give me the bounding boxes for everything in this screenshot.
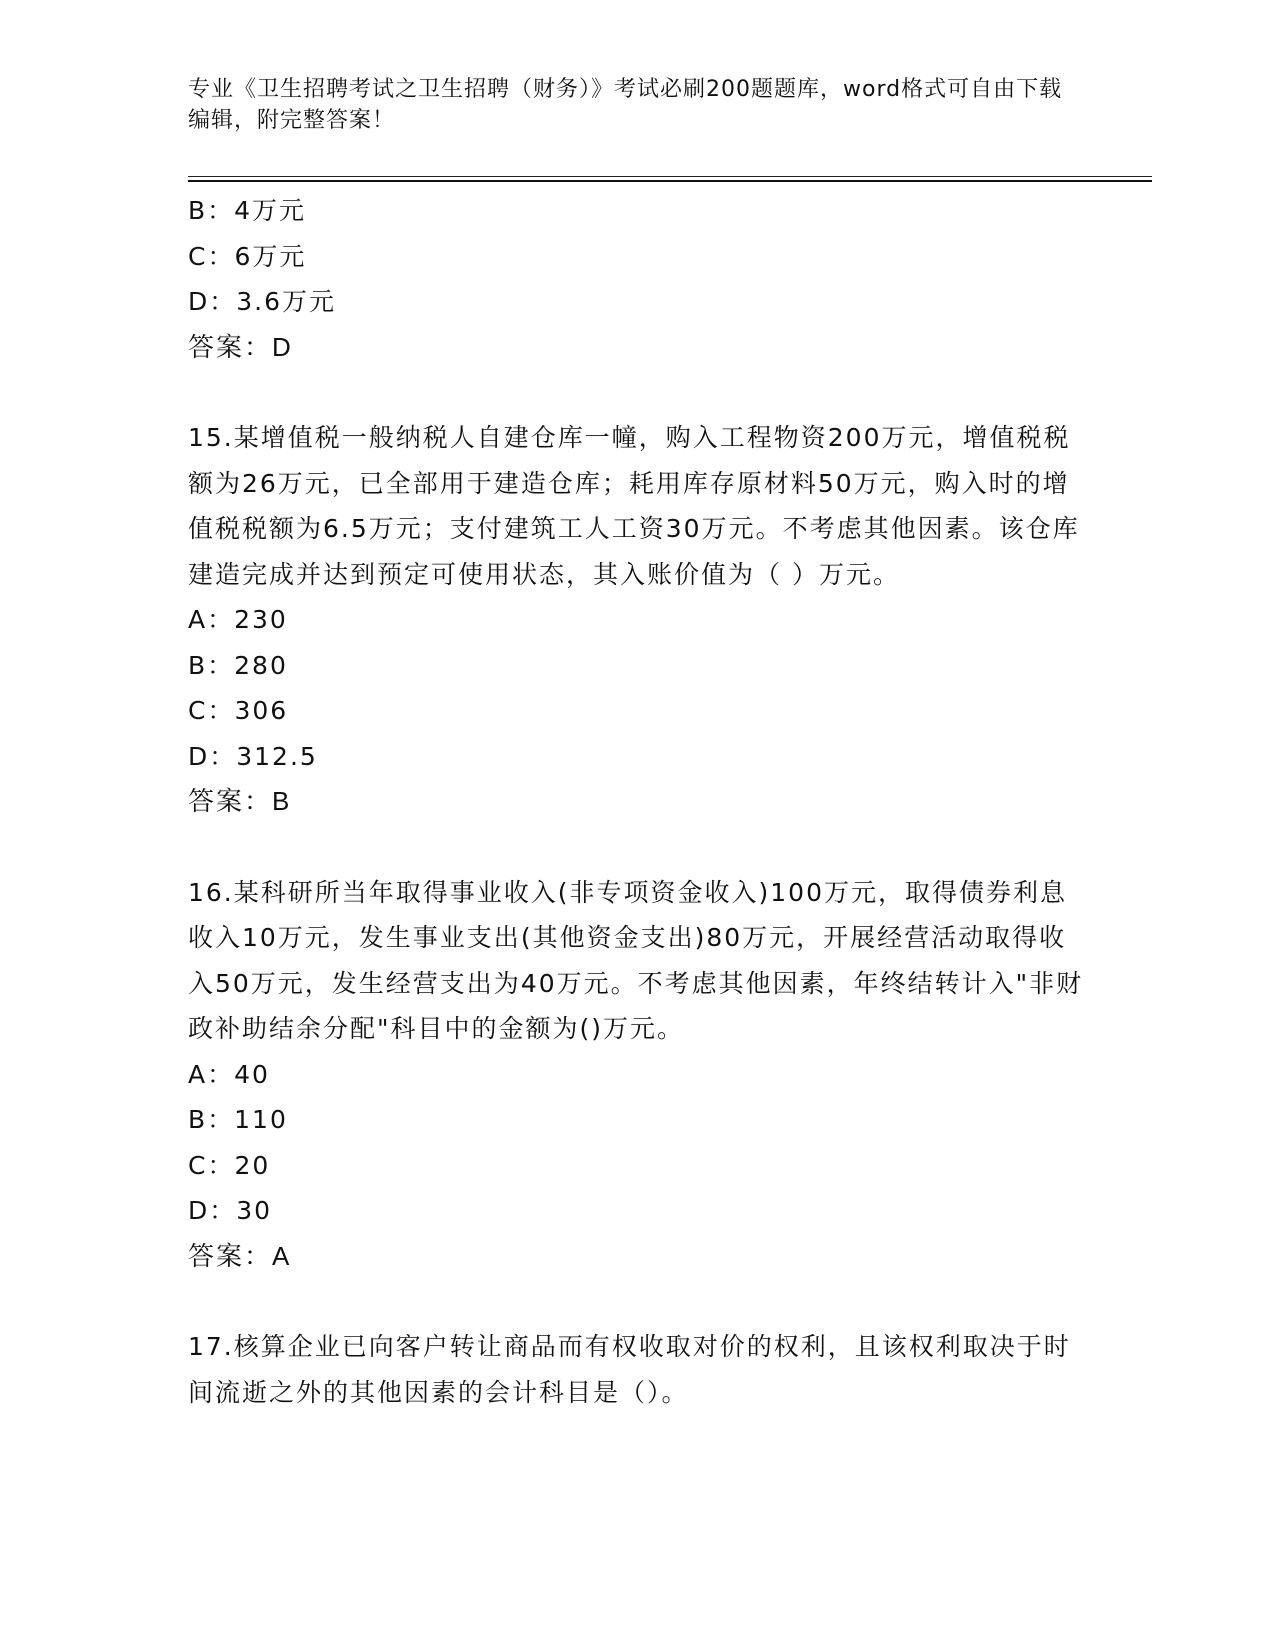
question-16 — [188, 870, 1088, 1280]
question-17 — [188, 1324, 1088, 1415]
spacer — [188, 370, 1088, 415]
question-stem: 15.某增值税一般纳税人自建仓库一幢，购入工程物资200万元，增值税税额为26万元，已全部用于建造仓库；耗用库存原材料50万元，购入时的增值税税额为6.5万元；支付建筑工人工资30万元。不考虑其他因素。该仓库建造完成并达到预定可使用状态，其入账价值为（ ）万元。 — [188, 423, 1080, 589]
header-rule-thin — [188, 176, 1152, 177]
option-a: A：230 — [188, 605, 288, 634]
option-d: D：312.5 — [188, 741, 318, 771]
previous-question-tail — [188, 188, 1088, 370]
answer: 答案：B — [188, 786, 292, 816]
header-rule-thick — [188, 180, 1152, 182]
question-15 — [188, 415, 1088, 825]
answer: 答案：D — [188, 331, 293, 362]
document-body — [188, 188, 1088, 1415]
spacer — [188, 825, 1088, 870]
option-d: D：3.6万元 — [188, 287, 337, 316]
option-d: D：30 — [188, 1196, 273, 1225]
option-b: B：280 — [188, 650, 288, 680]
option-b: B：110 — [188, 1105, 288, 1134]
spacer — [188, 1279, 1088, 1324]
option-c: C：306 — [188, 696, 289, 725]
answer: 答案：A — [188, 1240, 292, 1271]
option-c: C：20 — [188, 1150, 271, 1180]
question-stem: 16.某科研所当年取得事业收入(非专项资金收入)100万元，取得债券利息收入10万元，发生事业支出(其他资金支出)80万元，开展经营活动取得收入50万元，发生经营支出为40万元。不考虑其他因素，年终结转计入"非财政补助结余分配"科目中的金额为()万元。 — [188, 877, 1084, 1043]
question-stem: 17.核算企业已向客户转让商品而有权收取对价的权利，且该权利取决于时间流逝之外的其他因素的会计科目是（）。 — [188, 1332, 1071, 1407]
option-c: C：6万元 — [188, 241, 307, 271]
option-b: B：4万元 — [188, 196, 307, 225]
option-a: A：40 — [188, 1059, 270, 1089]
document-header: 专业《卫生招聘考试之卫生招聘（财务）》考试必刷200题题库，word格式可自由下载编辑，附完整答案！ — [188, 77, 1063, 133]
